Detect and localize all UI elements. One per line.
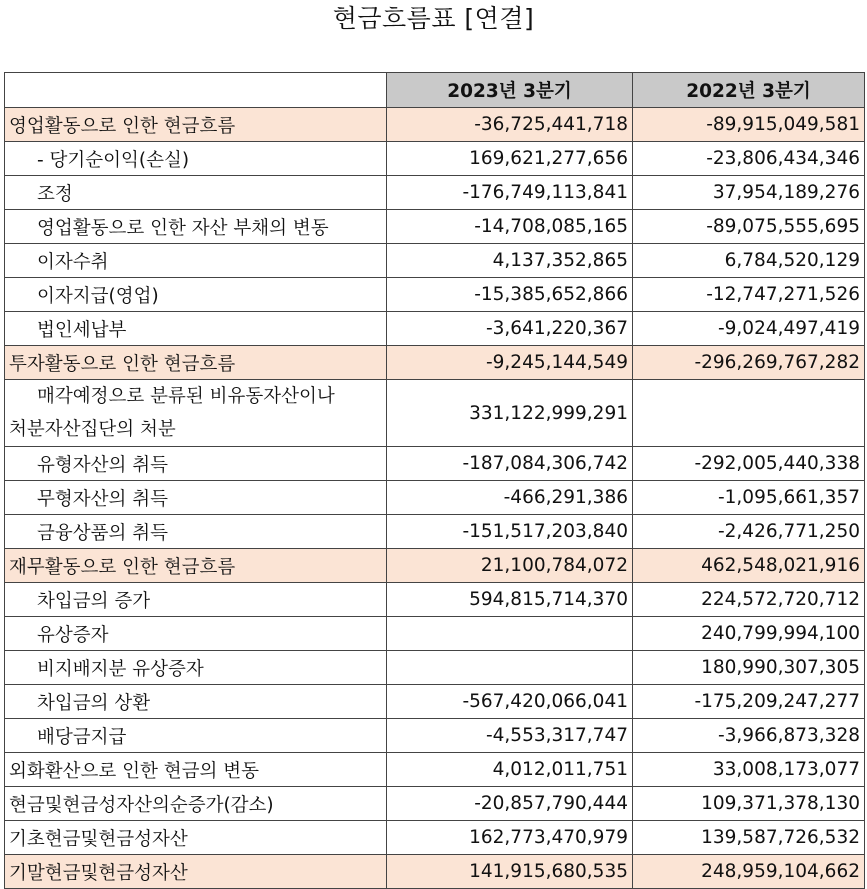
value-2023: -15,385,652,866 (387, 278, 633, 312)
row-label: 재무활동으로 인한 현금흐름 (5, 549, 387, 583)
value-2022: -9,024,497,419 (633, 312, 865, 346)
page-title: 현금흐름표 [연결] (332, 4, 535, 33)
value-2023: -20,857,790,444 (387, 787, 633, 821)
table-row (5, 142, 865, 176)
value-2023: 4,012,011,751 (387, 753, 633, 787)
row-label: 기말현금및현금성자산 (5, 855, 387, 889)
value-2023: -466,291,386 (387, 481, 633, 515)
table-row (5, 685, 865, 719)
row-label: 유형자산의 취득 (5, 447, 387, 481)
value-2022: -175,209,247,277 (633, 685, 865, 719)
table-row (5, 346, 865, 380)
table-header-row (5, 73, 865, 108)
value-2023: -567,420,066,041 (387, 685, 633, 719)
table-row (5, 583, 865, 617)
value-2023: 169,621,277,656 (387, 142, 633, 176)
header-label-column (5, 73, 387, 108)
table-row (5, 481, 865, 515)
table-row (5, 651, 865, 685)
cash-flow-table (4, 72, 865, 889)
row-label: 차입금의 상환 (5, 685, 387, 719)
row-label: 무형자산의 취득 (5, 481, 387, 515)
row-label: 외화환산으로 인한 현금의 변동 (5, 753, 387, 787)
value-2023: -36,725,441,718 (387, 108, 633, 142)
value-2023: -176,749,113,841 (387, 176, 633, 210)
row-label: 영업활동으로 인한 현금흐름 (5, 108, 387, 142)
table-row (5, 821, 865, 855)
table-row (5, 380, 865, 447)
table-row (5, 312, 865, 346)
value-2023: 141,915,680,535 (387, 855, 633, 889)
value-2022: 180,990,307,305 (633, 651, 865, 685)
row-label (5, 380, 387, 447)
row-label: 투자활동으로 인한 현금흐름 (5, 346, 387, 380)
table-row (5, 855, 865, 889)
value-2023: 162,773,470,979 (387, 821, 633, 855)
table-row (5, 278, 865, 312)
value-2023 (387, 617, 633, 651)
value-2022: 6,784,520,129 (633, 244, 865, 278)
value-2022: -89,075,555,695 (633, 210, 865, 244)
row-label: 현금및현금성자산의순증가(감소) (5, 787, 387, 821)
table-row (5, 753, 865, 787)
value-2023: -151,517,203,840 (387, 515, 633, 549)
row-label: 금융상품의 취득 (5, 515, 387, 549)
row-label: 차입금의 증가 (5, 583, 387, 617)
row-label: 이자지급(영업) (5, 278, 387, 312)
row-label: 기초현금및현금성자산 (5, 821, 387, 855)
row-label: 조정 (5, 176, 387, 210)
row-label: 영업활동으로 인한 자산 부채의 변동 (5, 210, 387, 244)
header-2022q3: 2022년 3분기 (633, 73, 865, 108)
table-row (5, 176, 865, 210)
table-row (5, 719, 865, 753)
value-2023: -187,084,306,742 (387, 447, 633, 481)
value-2023: 331,122,999,291 (387, 380, 633, 447)
row-label: 법인세납부 (5, 312, 387, 346)
row-label: 이자수취 (5, 244, 387, 278)
table-row (5, 210, 865, 244)
value-2022: -89,915,049,581 (633, 108, 865, 142)
table-row (5, 787, 865, 821)
value-2022: 139,587,726,532 (633, 821, 865, 855)
value-2022: -1,095,661,357 (633, 481, 865, 515)
value-2023: 21,100,784,072 (387, 549, 633, 583)
value-2022: -3,966,873,328 (633, 719, 865, 753)
header-2023q3: 2023년 3분기 (387, 73, 633, 108)
row-label: 유상증자 (5, 617, 387, 651)
value-2022: -12,747,271,526 (633, 278, 865, 312)
value-2022: 109,371,378,130 (633, 787, 865, 821)
value-2022: -23,806,434,346 (633, 142, 865, 176)
table-row (5, 549, 865, 583)
table-row (5, 617, 865, 651)
table-row (5, 447, 865, 481)
value-2023: -14,708,085,165 (387, 210, 633, 244)
table-row (5, 244, 865, 278)
value-2022: -296,269,767,282 (633, 346, 865, 380)
value-2023: 594,815,714,370 (387, 583, 633, 617)
row-label-line2: 처분자산집단의 처분 (9, 419, 176, 440)
row-label: - 당기순이익(손실) (5, 142, 387, 176)
value-2022: 37,954,189,276 (633, 176, 865, 210)
value-2022: 248,959,104,662 (633, 855, 865, 889)
row-label-line1: 매각예정으로 분류된 비유동자산이나 (37, 386, 335, 407)
row-label: 비지배지분 유상증자 (5, 651, 387, 685)
value-2022: -292,005,440,338 (633, 447, 865, 481)
value-2022: -2,426,771,250 (633, 515, 865, 549)
value-2022 (633, 380, 865, 447)
value-2022: 33,008,173,077 (633, 753, 865, 787)
value-2022: 240,799,994,100 (633, 617, 865, 651)
value-2023: -9,245,144,549 (387, 346, 633, 380)
table-row (5, 108, 865, 142)
table-row (5, 515, 865, 549)
value-2023: -3,641,220,367 (387, 312, 633, 346)
value-2023: 4,137,352,865 (387, 244, 633, 278)
value-2022: 462,548,021,916 (633, 549, 865, 583)
row-label: 배당금지급 (5, 719, 387, 753)
value-2022: 224,572,720,712 (633, 583, 865, 617)
value-2023: -4,553,317,747 (387, 719, 633, 753)
value-2023 (387, 651, 633, 685)
